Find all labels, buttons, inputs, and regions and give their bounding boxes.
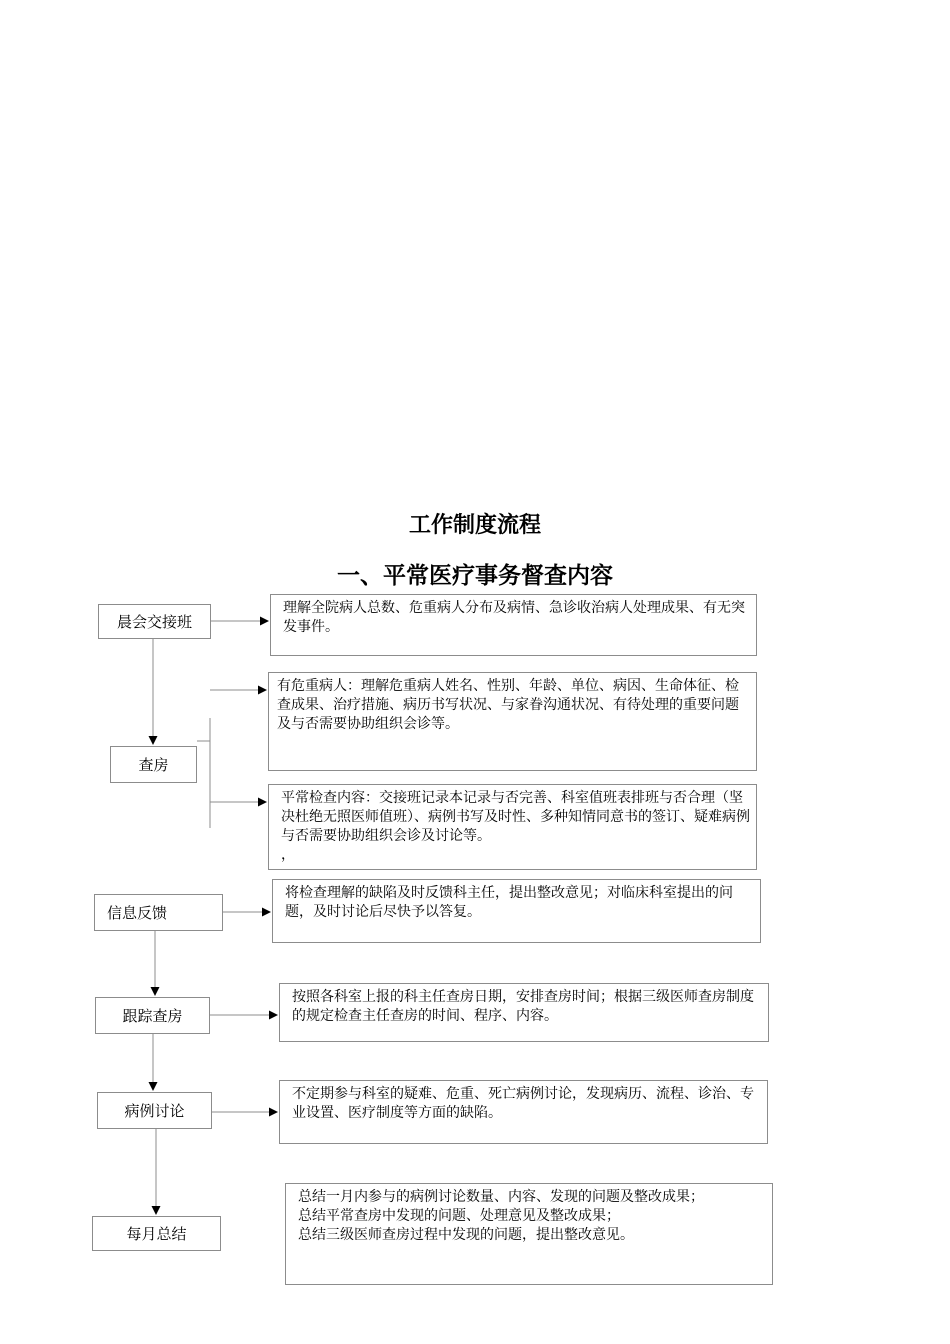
desc-monthly-summary: 总结一月内参与的病例讨论数量、内容、发现的问题及整改成果； 总结平常查房中发现的问题、处理意见及整改成果； 总结三级医师查房过程中发现的问题，提出整改意见。 (285, 1183, 773, 1285)
desc-morning-handover: 理解全院病人总数、危重病人分布及病情、急诊收治病人处理成果、有无突发事件。 (270, 594, 757, 656)
desc-case-discussion: 不定期参与科室的疑难、危重、死亡病例讨论，发现病历、流程、诊治、专业设置、医疗制度等方面的缺陷。 (279, 1080, 768, 1144)
step-monthly-summary (92, 1216, 221, 1251)
step-case-discussion (97, 1092, 212, 1129)
page-title: 工作制度流程 (408, 513, 541, 538)
step-label: 跟踪查房 (122, 1007, 183, 1025)
step-label: 信息反馈 (107, 904, 168, 922)
step-morning-handover (98, 604, 211, 639)
step-ward-rounds (110, 746, 197, 783)
step-label: 每月总结 (126, 1225, 187, 1243)
desc-critical-patients: 有危重病人：理解危重病人姓名、性别、年龄、单位、病因、生命体征、检查成果、治疗措施、病历书写状况、与家眷沟通状况、有待处理的重要问题及与否需要协助组织会诊等。 (268, 672, 757, 771)
desc-followup-rounds: 按照各科室上报的科主任查房日期，安排查房时间；根据三级医师查房制度的规定检查主任查房的时间、程序、内容。 (279, 983, 769, 1042)
step-info-feedback (94, 894, 223, 931)
step-label: 病例讨论 (124, 1102, 185, 1120)
desc-routine-inspection: 平常检查内容：交接班记录本记录与否完善、科室值班表排班与否合理（坚决杜绝无照医师值班）、病例书写及时性、多种知情同意书的签订、疑难病例与否需要协助组织会诊及讨论等。 ， (268, 784, 757, 870)
step-label: 晨会交接班 (116, 613, 192, 631)
section-heading: 一、平常医疗事务督查内容 (337, 563, 613, 589)
step-followup-rounds (95, 997, 210, 1034)
step-label: 查房 (138, 756, 169, 774)
desc-info-feedback: 将检查理解的缺陷及时反馈科主任，提出整改意见；对临床科室提出的问题，及时讨论后尽快予以答复。 (272, 879, 761, 943)
